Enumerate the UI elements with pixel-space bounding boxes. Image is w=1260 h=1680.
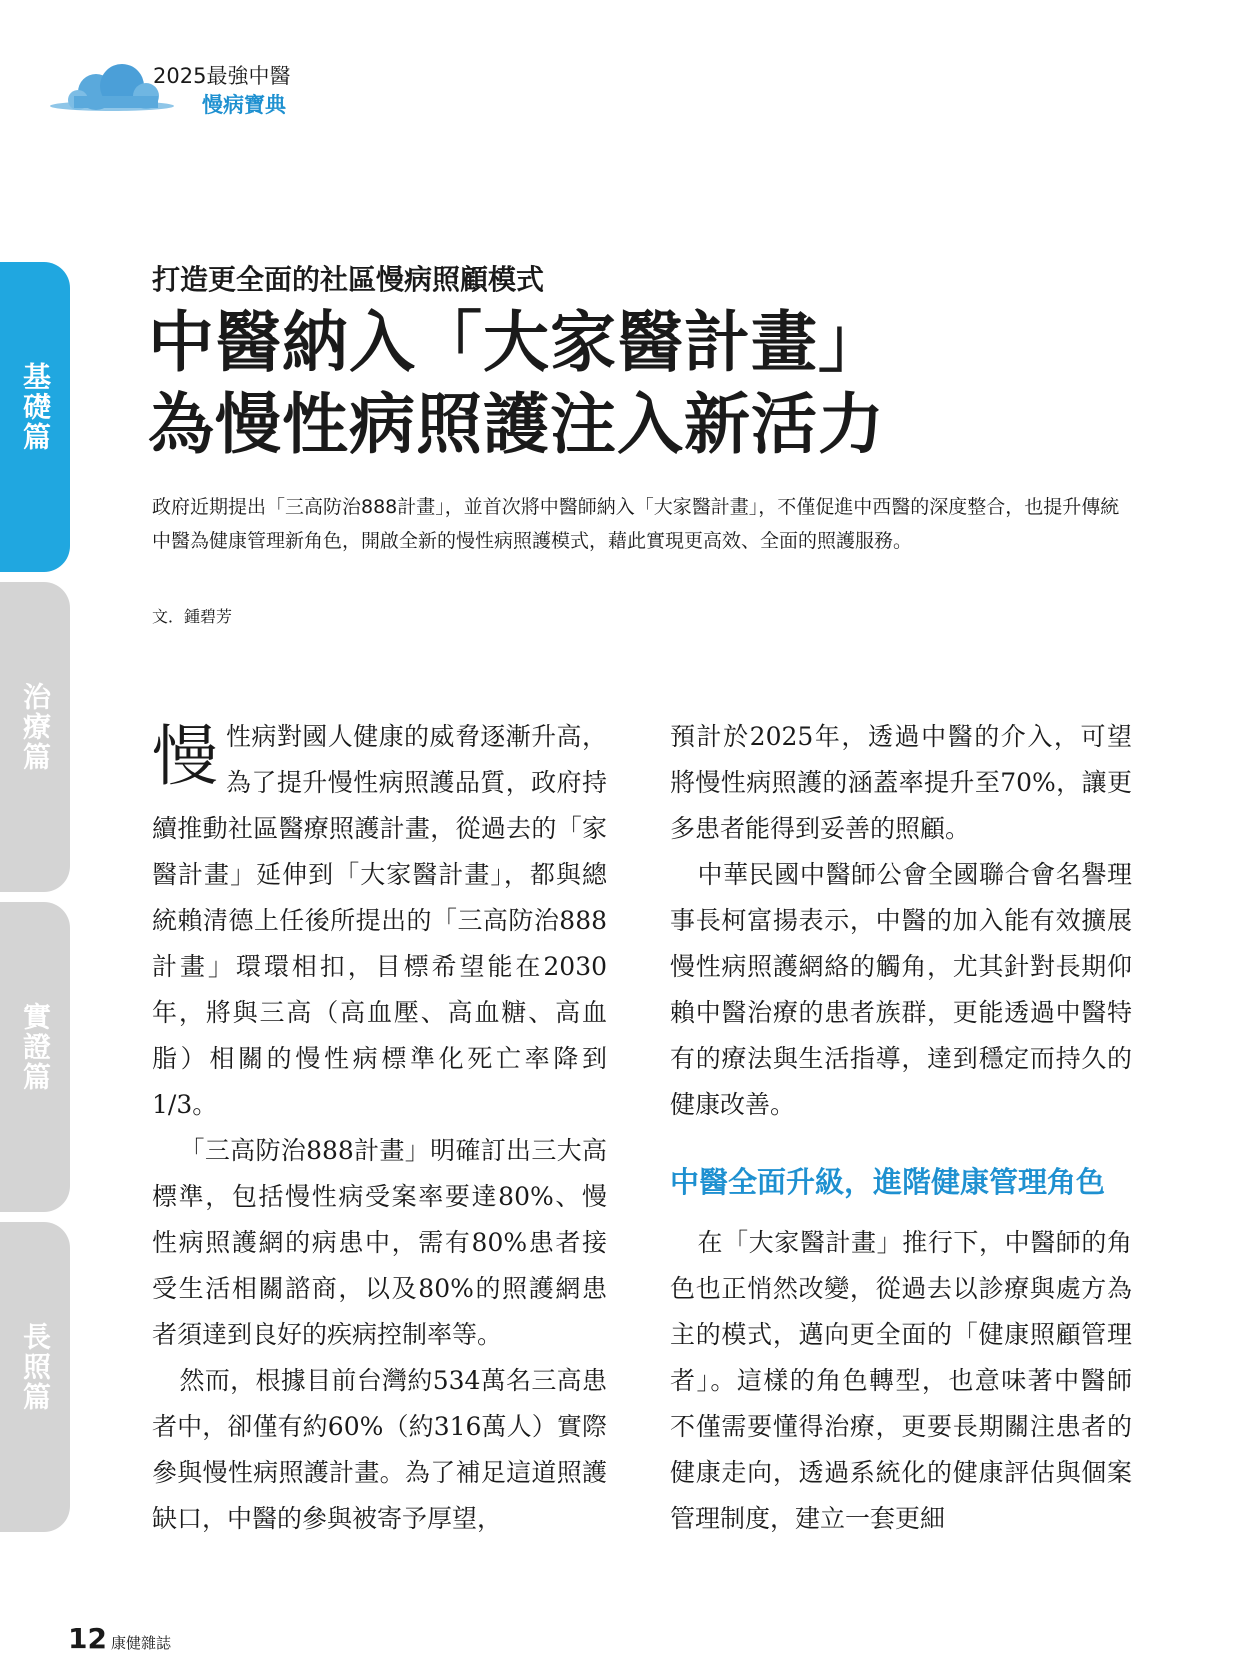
headline-line-2: 為慢性病照護注入新活力 — [148, 386, 885, 463]
tab-treatment[interactable] — [0, 582, 70, 892]
page-footer — [68, 1622, 171, 1655]
tab-label: 治療篇 — [19, 682, 52, 772]
body-paragraph: 中華民國中醫師公會全國聯合會名譽理事長柯富揚表示，中醫的加入能有效擴展慢性病照護網絡的觸角，尤其針對長期仰賴中醫治療的患者族群，更能透過中醫特有的療法與生活指導，達到穩定而持久的健康改善。 — [670, 860, 1132, 1119]
magazine-header — [50, 56, 310, 126]
body-column-left — [152, 714, 607, 1542]
tab-evidence[interactable] — [0, 902, 70, 1212]
paragraph-text: 性病對國人健康的威脅逐漸升高，為了提升慢性病照護品質，政府持續推動社區醫療照護計畫，從過去的「家醫計畫」延伸到「大家醫計畫」，都與總統賴清德上任後所提出的「三高防治888計畫」環環相扣，目標希望能在2030年，將與三高（高血壓、高血糖、高血脂）相關的慢性病標準化死亡率降到1/3。 — [152, 722, 607, 1119]
tab-label: 實證篇 — [19, 1002, 52, 1092]
article-byline: 文．鍾碧芳 — [152, 607, 233, 626]
body-column-right — [670, 714, 1132, 1542]
body-paragraph: 「三高防治888計畫」明確訂出三大高標準，包括慢性病受案率要達80%、慢性病照護網的病患中，需有80%患者接受生活相關諮商，以及80%的照護網患者須達到良好的疾病控制率等。 — [152, 1136, 607, 1349]
article-lead: 政府近期提出「三高防治888計畫」，並首次將中醫師納入「大家醫計畫」，不僅促進中西醫的深度整合，也提升傳統中醫為健康管理新角色，開啟全新的慢性病照護模式，藉此實現更高效、全面的照護服務。 — [152, 496, 1120, 552]
series-subtitle: 慢病寶典 — [202, 93, 286, 117]
drop-cap: 慢 — [152, 718, 218, 795]
tab-basics[interactable] — [0, 262, 70, 572]
tab-label: 基礎篇 — [19, 362, 52, 452]
tab-long-term-care[interactable] — [0, 1222, 70, 1532]
body-paragraph: 在「大家醫計畫」推行下，中醫師的角色也正悄然改變，從過去以診療與處方為主的模式，邁向更全面的「健康照顧管理者」。這樣的角色轉型，也意味著中醫師不僅需要懂得治療，更要長期關注患者的健康走向，透過系統化的健康評估與個案管理制度，建立一套更細 — [670, 1228, 1132, 1533]
article-kicker: 打造更全面的社區慢病照顧模式 — [152, 263, 545, 296]
body-paragraph — [152, 714, 607, 1128]
tab-label: 長照篇 — [19, 1322, 52, 1412]
page-number: 12 — [68, 1622, 107, 1655]
body-paragraph: 預計於2025年，透過中醫的介入，可望將慢性病照護的涵蓋率提升至70%，讓更多患者能得到妥善的照顧。 — [670, 722, 1132, 843]
magazine-name: 康健雜誌 — [110, 1634, 171, 1652]
series-year-label: 2025最強中醫 — [153, 64, 291, 88]
section-subheading: 中醫全面升級，進階健康管理角色 — [670, 1165, 1106, 1199]
headline-line-1: 中醫納入「大家醫計畫」 — [148, 304, 885, 381]
article-headline — [148, 302, 885, 466]
body-paragraph: 然而，根據目前台灣約534萬名三高患者中，卻僅有約60%（約316萬人）實際參與慢性病照護計畫。為了補足這道照護缺口，中醫的參與被寄予厚望， — [152, 1366, 607, 1533]
